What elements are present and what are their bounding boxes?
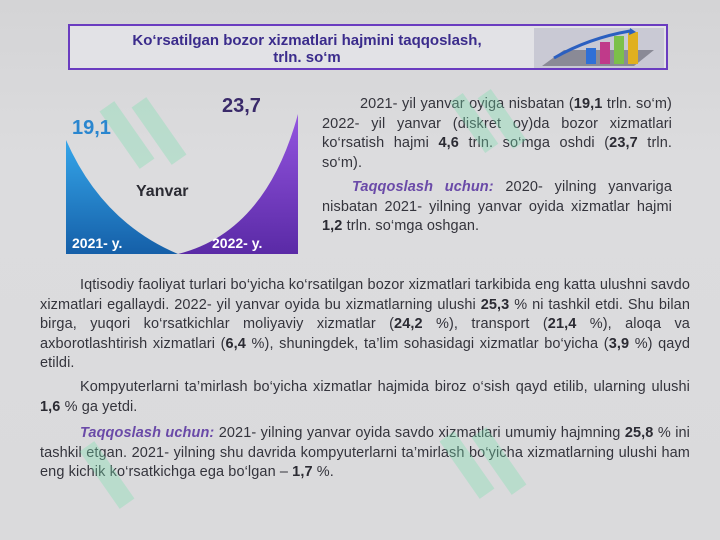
text-span: %), transport ( bbox=[422, 316, 548, 332]
value-highlight: 1,7 bbox=[292, 464, 313, 480]
text-span: 2020- yilning yanvariga nisbatan 2021- yilning yanvar oyida xizmatlar hajmi bbox=[322, 179, 672, 215]
paragraph-comparison-2021 bbox=[322, 178, 672, 237]
value-highlight: 4,6 bbox=[438, 135, 459, 151]
value-highlight: 21,4 bbox=[547, 316, 577, 332]
area-2022 bbox=[178, 114, 298, 254]
text-span: % ni tashkil etdi. Shu bilan birga, yuqori ko‘rsatkichlar moliyaviy xizmatlar ( bbox=[40, 296, 690, 332]
value-highlight: 1,2 bbox=[322, 218, 343, 234]
paragraph-comparison-trade bbox=[40, 424, 690, 483]
value-highlight: 25,3 bbox=[480, 296, 510, 313]
text-span: Iqtisodiy faoliyat turlari bo‘yicha ko‘rsatilgan bozor xizmatlari tarkibida eng katta ulushni savdo xizmatlari egallaydi. 2022- yil yanvar oyida bu xizmatlarning ulushi bbox=[40, 277, 690, 313]
value-highlight: 1,6 bbox=[40, 398, 61, 415]
value-label-2022: 23,7 bbox=[222, 95, 261, 117]
text-span: %), aloqa va axborotlashtirish xizmatlari ( bbox=[40, 316, 690, 352]
category-label-2022: 2022- y. bbox=[212, 235, 263, 251]
chart-svg bbox=[66, 92, 298, 260]
text-span: % ga yetdi. bbox=[60, 398, 138, 415]
text-span: %), shuningdek, ta’lim sohasidagi xizmatlar bo‘yicha ( bbox=[245, 335, 609, 352]
value-label-2021: 19,1 bbox=[72, 117, 111, 139]
text-span: trln. so‘m). bbox=[322, 135, 672, 171]
text-span: Kompyuterlarni ta’mirlash bo‘yicha xizmatlar hajmida biroz o‘sish qayd etilib, ularning ulushi bbox=[80, 379, 690, 395]
value-highlight: 24,2 bbox=[394, 316, 423, 332]
value-highlight: 19,1 bbox=[573, 96, 603, 112]
paragraph-structure bbox=[40, 276, 690, 374]
text-span: % ini tashkil etgan. 2021- yilning shu davrida kompyuterlarni ta’mirlash bo‘yicha xizmatlarning ulushi ham eng kichik ko‘rsatkichga ega bo‘lgan – bbox=[40, 425, 691, 480]
value-highlight: 23,7 bbox=[609, 135, 638, 151]
text-span: 2021- yil yanvar oyiga nisbatan ( bbox=[360, 96, 574, 112]
volume-comparison-chart bbox=[66, 92, 298, 260]
text-span: %) qayd etildi. bbox=[40, 335, 690, 371]
paragraph-volume-change bbox=[322, 95, 672, 173]
growth-chart-icon bbox=[534, 28, 664, 68]
title-line-1: Ko‘rsatilgan bozor xizmatlari hajmini taqqoslash, bbox=[132, 32, 482, 49]
value-highlight: 3,9 bbox=[608, 335, 630, 352]
center-label: Yanvar bbox=[136, 183, 189, 200]
paragraph-computer-repair bbox=[40, 378, 690, 417]
title-box bbox=[68, 24, 668, 70]
page-title bbox=[92, 32, 522, 66]
text-span: %. bbox=[312, 464, 334, 480]
text-span: trln. so‘mga oshdi ( bbox=[458, 135, 610, 151]
text-span: 2021- yilning yanvar oyida savdo xizmatlari umumiy hajmning bbox=[214, 425, 625, 441]
text-span: trln. so‘mga oshgan. bbox=[342, 218, 480, 234]
category-label-2021: 2021- y. bbox=[72, 235, 123, 251]
title-line-2: trln. so‘m bbox=[273, 49, 341, 66]
comparison-heading: Taqqoslash uchun: bbox=[80, 425, 215, 441]
text-span: trln. so‘m) 2022- yil yanvar (diskret oy)da bozor xizmatlari ko‘rsatish hajmi bbox=[322, 96, 672, 151]
value-highlight: 25,8 bbox=[624, 425, 654, 441]
value-highlight: 6,4 bbox=[225, 335, 246, 352]
comparison-heading: Taqqoslash uchun: bbox=[352, 179, 494, 195]
